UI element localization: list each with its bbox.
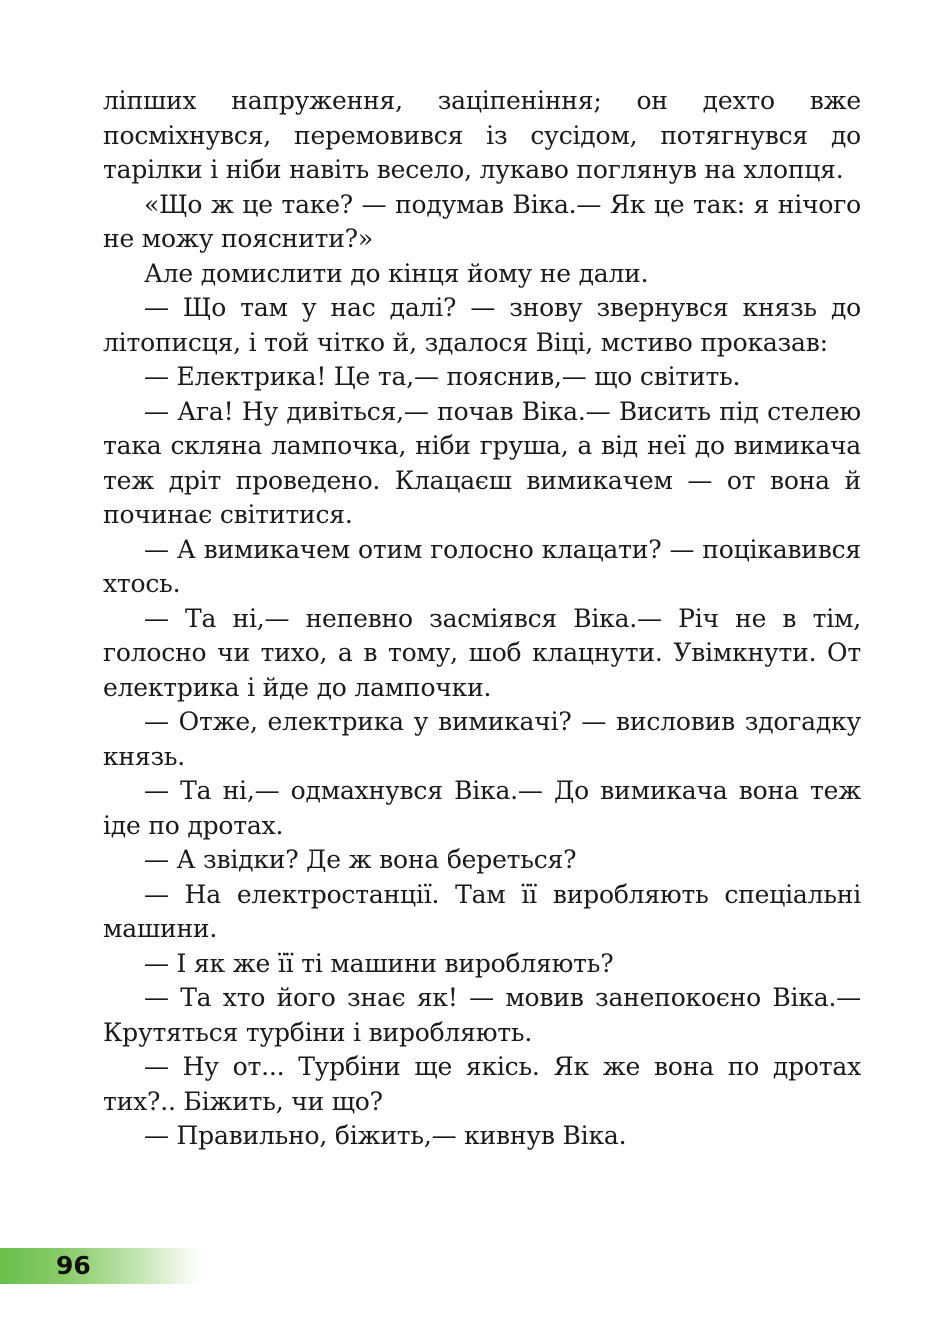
paragraph: — Та ні,— одмахнувся Віка.— До вимикача вона теж іде по дротах. (103, 776, 861, 840)
page-number-tab (0, 1248, 200, 1284)
paragraph: — Електрика! Це та,— пояснив,— що світить. (144, 362, 741, 391)
page-text (103, 84, 861, 1154)
paragraph: — А звідки? Де ж вона береться? (144, 845, 577, 874)
page-number: 96 (56, 1251, 91, 1280)
paragraph: — Та ні,— непевно засміявся Віка.— Річ не в тім, голосно чи тихо, а в тому, шоб клацнути. Увімкнути. От електрика і йде до лампочки. (103, 603, 861, 702)
paragraph: — Правильно, біжить,— кивнув Віка. (144, 1121, 627, 1150)
paragraph: — І як же її ті машини виробляють? (144, 948, 614, 978)
paragraph: Але домислити до кінця йому не дали. (144, 258, 649, 288)
paragraph: ліпших напруження, заціпеніння; он дехто вже посміхнувся, перемовився із сусідом, потягнувся до тарілки і ніби навіть весело, лукаво поглянув на хлопця. (103, 86, 861, 184)
paragraph: — Отже, електрика у вимикачі? — висловив здогадку князь. (103, 707, 861, 771)
paragraph: «Що ж це таке? — подумав Віка.— Як це так: я нічого не можу пояснити?» (103, 189, 861, 253)
paragraph: — Та хто його знає як! — мовив занепокоєно Віка.— Крутяться турбіни і виробляють. (103, 983, 861, 1047)
paragraph: — Ну от... Турбіни ще якісь. Як же вона по дротах тих?.. Біжить, чи що? (103, 1052, 861, 1116)
paragraph: — Ага! Ну дивіться,— почав Віка.— Висить під стелею така скляна лампочка, ніби груша, а від неї до вимикача теж дріт проведено. Клацаєш вимикачем — от вона й починає світитися. (103, 396, 861, 529)
paragraph: — А вимикачем отим голосно клацати? — поцікавився хтось. (103, 534, 861, 598)
paragraph: — Що там у нас далі? — знову звернувся князь до літописця, і той чітко й, здалося Віці, мстиво проказав: (103, 293, 861, 357)
paragraph: — На електростанції. Там її виробляють спеціальні машини. (103, 879, 861, 943)
